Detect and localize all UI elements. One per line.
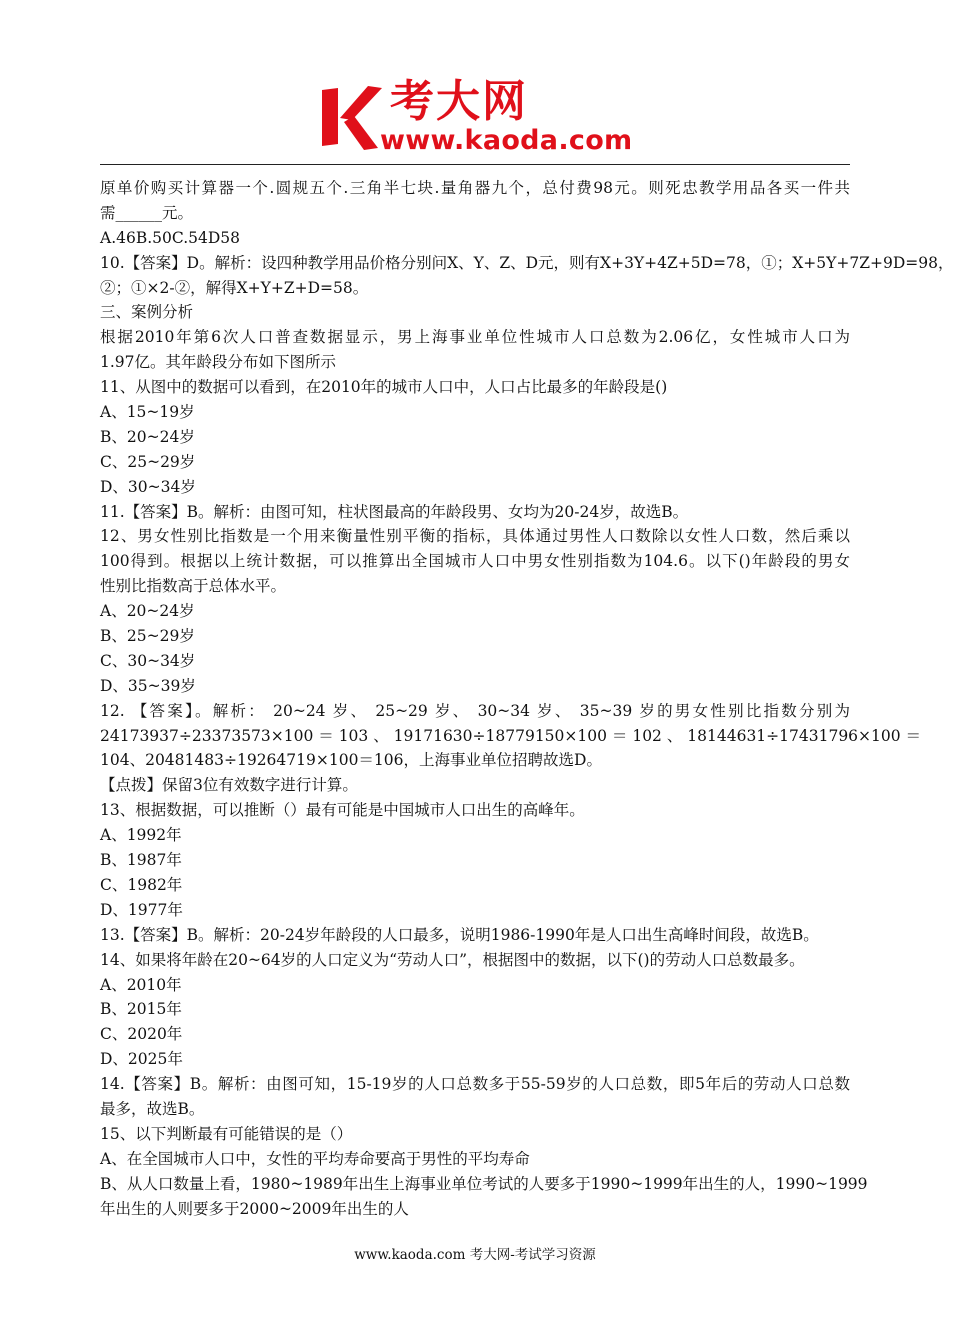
text-line: 12、男女性别比指数是一个用来衡量性别平衡的指标，具体通过男性人口数除以女性人口数，然后乘以 [100,527,850,546]
text-line: 【点拨】保留3位有效数字进行计算。 [100,776,358,795]
text-line: A、1992年 [100,826,182,845]
text-line: 性别比指数高于总体水平。 [100,577,287,596]
text-line: 13、根据数据，可以推断（）最有可能是中国城市人口出生的高峰年。 [100,801,585,820]
text-line: 最多，故选B。 [100,1099,205,1118]
logo-url-text: www.kaoda.com [380,125,633,156]
kaoda-logo [318,76,638,160]
logo-chinese-text: 考大网 [390,76,528,127]
text-line: 12. 【答案】。解析： 20~24 岁、 25~29 岁、 30~34 岁、 35~39 岁的男女性别比指数分别为 [100,701,850,720]
text-line: B、1987年 [100,851,182,870]
text-line: 10.【答案】D。解析：设四种教学用品价格分别问X、Y、Z、D元，则有X+3Y+4Z+5D=78，①；X+5Y+7Z+9D=98， [100,253,954,272]
text-line: B、25~29岁 [100,627,195,646]
text-line: B、从人口数量上看，1980~1989年出生上海事业单位考试的人要多于1990~1999年出生的人，1990~1999 [100,1174,868,1193]
text-line: B、2015年 [100,1000,182,1019]
text-line: 11、从图中的数据可以看到，在2010年的城市人口中，人口占比最多的年龄段是() [100,378,668,397]
text-line: C、2020年 [100,1025,183,1044]
text-line: A、在全国城市人口中，女性的平均寿命要高于男性的平均寿命 [100,1149,530,1168]
text-line: D、2025年 [100,1050,183,1069]
text-line: 11.【答案】B。解析：由图可知，柱状图最高的年龄段男、女均为20-24岁，故选B。 [100,502,689,521]
text-line: C、1982年 [100,875,183,894]
text-line: D、35~39岁 [100,676,196,695]
page-footer: www.kaoda.com 考大网-考试学习资源 [354,1247,596,1263]
text-line: 100得到。根据以上统计数据，可以推算出全国城市人口中男女性别指数为104.6。以下()年龄段的男女 [100,552,850,571]
text-line: 三、案例分析 [100,303,194,322]
text-line: 根据2010年第6次人口普查数据显示，男上海事业单位性城市人口总数为2.06亿，女性城市人口为 [100,328,850,347]
text-line: A、20~24岁 [100,602,195,621]
k-logo-icon [318,82,382,152]
text-line: 104、20481483÷19264719×100＝106，上海事业单位招聘故选D。 [100,751,602,770]
text-line: 14.【答案】B。解析：由图可知，15-19岁的人口总数多于55-59岁的人口总数，即5年后的劳动人口总数 [100,1075,850,1094]
text-line: 24173937÷23373573×100 ＝ 103 、 19171630÷18779150×100 ＝ 102 、 18144631÷17431796×100 ＝ [100,726,922,745]
text-line: A、2010年 [100,975,182,994]
text-line: C、25~29岁 [100,452,196,471]
text-line: 15、以下判断最有可能错误的是（） [100,1124,353,1143]
text-line: 14、如果将年龄在20~64岁的人口定义为“劳动人口”，根据图中的数据，以下()的劳动人口总数最多。 [100,950,805,969]
text-line: A、15~19岁 [100,403,195,422]
text-line: 需______元。 [100,203,194,222]
text-line: B、20~24岁 [100,427,195,446]
text-line: 1.97亿。其年龄段分布如下图所示 [100,353,337,372]
text-line: A.46B.50C.54D58 [100,228,240,247]
text-line: 原单价购买计算器一个.圆规五个.三角半七块.量角器九个，总付费98元。则死忠教学用品各买一件共 [100,179,850,197]
text-line: 13.【答案】B。解析：20-24岁年龄段的人口最多，说明1986-1990年是人口出生高峰时间段，故选B。 [100,925,819,944]
text-line: D、30~34岁 [100,477,196,496]
header-divider [100,164,850,165]
text-line: ②；①×2-②，解得X+Y+Z+D=58。 [100,278,369,297]
text-line: 年出生的人则要多于2000~2009年出生的人 [100,1199,409,1218]
text-line: D、1977年 [100,900,183,919]
text-line: C、30~34岁 [100,651,196,670]
document-body [100,176,954,1221]
